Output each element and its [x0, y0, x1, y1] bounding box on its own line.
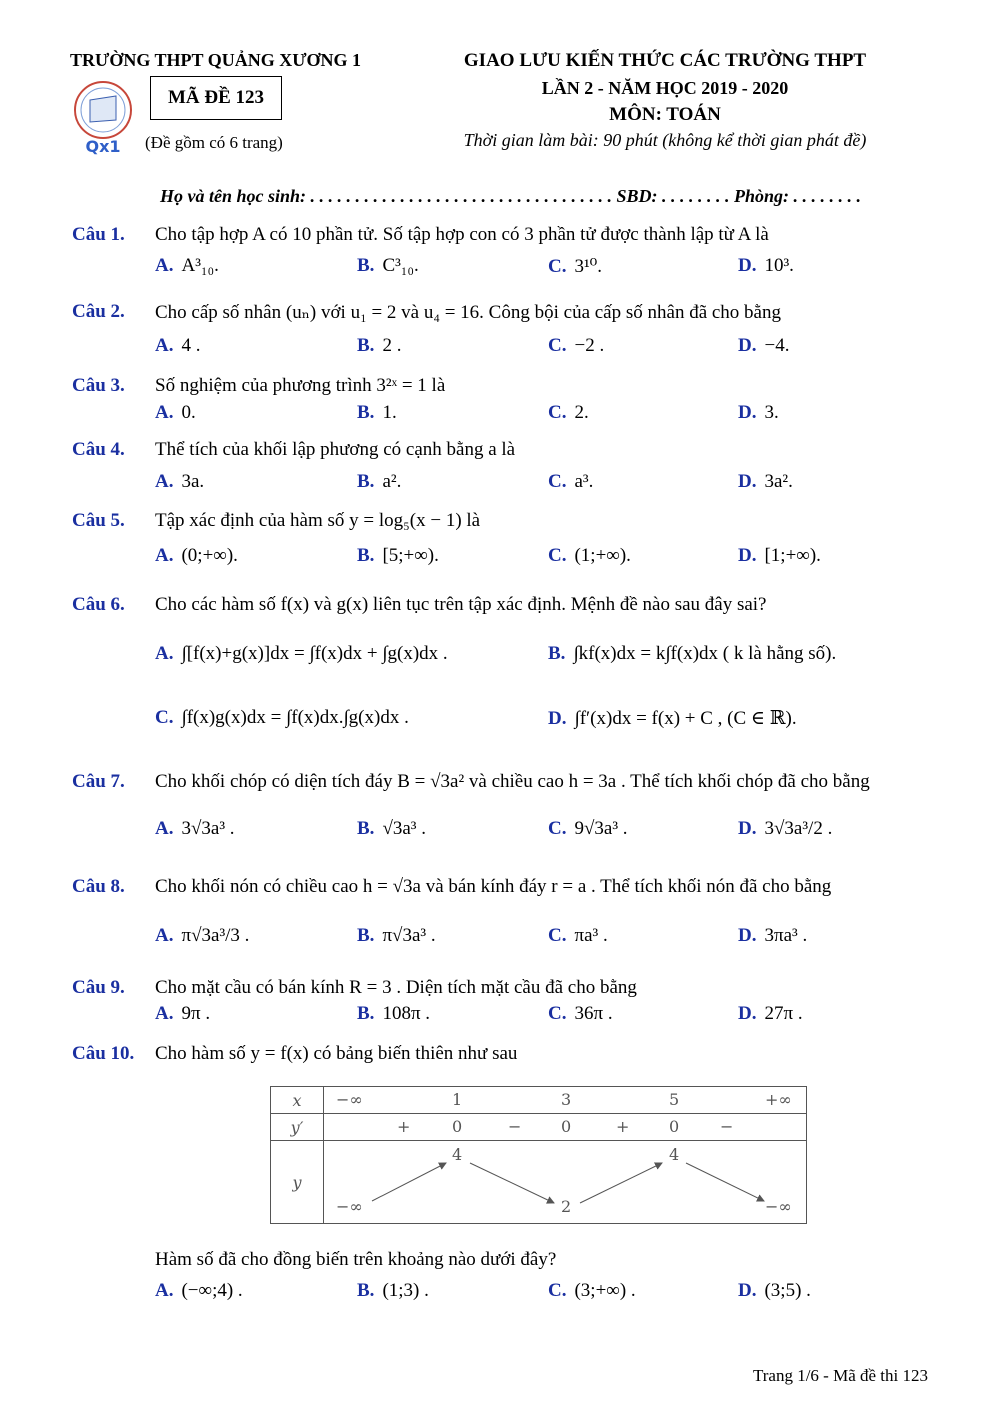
arrow-up	[580, 1163, 662, 1203]
option-d[interactable]: D. 27π .	[738, 1003, 803, 1024]
option-c[interactable]: C. −2 .	[548, 335, 605, 356]
sign: 0	[452, 1117, 463, 1136]
sign-row	[324, 1114, 807, 1141]
sign: 0	[561, 1117, 572, 1136]
x-value: 3	[561, 1090, 572, 1109]
exam-round: LẦN 2 - NĂM HỌC 2019 - 2020	[541, 78, 789, 98]
option-d[interactable]: D. (3;5) .	[738, 1280, 811, 1301]
option-a[interactable]: A. (0;+∞).	[155, 545, 238, 566]
question-label: Câu 3.	[72, 375, 125, 396]
sign: 0	[669, 1117, 680, 1136]
option-c[interactable]: C. πa³ .	[548, 925, 608, 946]
dy-label: y′	[271, 1114, 324, 1141]
option-d[interactable]: D. 3πa³ .	[738, 925, 808, 946]
logo-text: Qx1	[85, 137, 121, 156]
option-a[interactable]: A. 9π .	[155, 1003, 211, 1024]
y-value: 4	[669, 1145, 680, 1164]
question-text: Cho các hàm số f(x) và g(x) liên tục trên tập xác định. Mệnh đề nào sau đây sai?	[155, 594, 767, 615]
x-value: −∞	[336, 1090, 363, 1109]
question-label: Câu 4.	[72, 439, 125, 460]
question-label: Câu 2.	[72, 301, 125, 322]
option-b[interactable]: B. 1.	[357, 402, 397, 423]
exam-time: Thời gian làm bài: 90 phút (không kể thời gian phát đề)	[463, 130, 867, 150]
arrow-down	[686, 1163, 764, 1201]
y-value: 4	[452, 1145, 463, 1164]
option-c[interactable]: C. 36π .	[548, 1003, 613, 1024]
question-text: Thể tích của khối lập phương có cạnh bằng a là	[155, 439, 516, 460]
x-value: +∞	[765, 1090, 792, 1109]
arrow-down	[470, 1163, 554, 1203]
option-c[interactable]: C. (1;+∞).	[548, 545, 631, 566]
option-b[interactable]: B. C³₁₀.	[357, 255, 419, 276]
option-d[interactable]: D. [1;+∞).	[738, 545, 821, 566]
option-d[interactable]: D. −4.	[738, 335, 790, 356]
y-value: −∞	[765, 1197, 792, 1216]
arrow-up	[372, 1163, 446, 1201]
option-b[interactable]: B. π√3a³ .	[357, 925, 436, 946]
question-text: Cho hàm số y = f(x) có bảng biến thiên như sau	[155, 1043, 518, 1064]
option-a[interactable]: A. 3√3a³ .	[155, 818, 235, 839]
y-row	[324, 1141, 807, 1224]
question-label: Câu 6.	[72, 594, 125, 615]
variation-arrows	[324, 1141, 809, 1224]
option-c[interactable]: C. (3;+∞) .	[548, 1280, 636, 1301]
x-value: 1	[452, 1090, 463, 1109]
x-row	[324, 1087, 807, 1114]
option-a[interactable]: A. 3a.	[155, 471, 205, 492]
exam-code-box	[150, 76, 282, 120]
x-value: 5	[669, 1090, 680, 1109]
sign: +	[397, 1117, 411, 1136]
x-label: x	[271, 1087, 324, 1114]
y-value: 2	[561, 1197, 572, 1216]
option-a[interactable]: A. 0.	[155, 402, 196, 423]
option-d[interactable]: D. ∫f′(x)dx = f(x) + C , (C ∈ ℝ).	[548, 708, 797, 729]
sign: −	[508, 1117, 522, 1136]
question-text: Cho khối nón có chiều cao h = √3a và bán kính đáy r = a . Thể tích khối nón đã cho bằng	[155, 876, 832, 897]
student-info-line: Họ và tên học sinh: . . . . . . . . . . . . . . . . . . . . . . . . . . . . . . . . . . SBD: . . . . . . . . Phòng: . . . . . . . .	[160, 186, 862, 206]
question-text: Số nghiệm của phương trình 3²ˣ = 1 là	[155, 375, 446, 396]
option-b[interactable]: B. √3a³ .	[357, 818, 426, 839]
y-value: −∞	[336, 1197, 363, 1216]
option-c[interactable]: C. 3¹⁰.	[548, 256, 603, 277]
school-logo	[68, 78, 138, 158]
question-label: Câu 5.	[72, 510, 125, 531]
option-d[interactable]: D. 10³.	[738, 255, 794, 276]
exam-title: GIAO LƯU KIẾN THỨC CÁC TRƯỜNG THPT	[463, 50, 867, 71]
exam-code: MÃ ĐỀ 123	[167, 87, 265, 108]
option-a[interactable]: A. (−∞;4) .	[155, 1280, 243, 1301]
option-b[interactable]: B. 2 .	[357, 335, 402, 356]
option-d[interactable]: D. 3.	[738, 402, 779, 423]
option-b[interactable]: B. a².	[357, 471, 402, 492]
option-b[interactable]: B. [5;+∞).	[357, 545, 439, 566]
option-a[interactable]: A. π√3a³/3 .	[155, 925, 250, 946]
question-label: Câu 1.	[72, 224, 125, 245]
question-label: Câu 10.	[72, 1043, 135, 1064]
option-c[interactable]: C. 9√3a³ .	[548, 818, 628, 839]
question-label: Câu 9.	[72, 977, 125, 998]
question-text: Cho khối chóp có diện tích đáy B = √3a² và chiều cao h = 3a . Thể tích khối chóp đã cho bằng	[155, 771, 870, 792]
option-b[interactable]: B. 108π .	[357, 1003, 431, 1024]
question-subtext: Hàm số đã cho đồng biến trên khoảng nào dưới đây?	[155, 1249, 557, 1270]
variation-table	[270, 1086, 807, 1224]
sign: +	[616, 1117, 630, 1136]
question-text: Cho tập hợp A có 10 phần tử. Số tập hợp con có 3 phần tử được thành lập từ A là	[155, 224, 769, 245]
page-footer: Trang 1/6 - Mã đề thi 123	[752, 1366, 928, 1385]
question-label: Câu 8.	[72, 876, 125, 897]
school-name: TRƯỜNG THPT QUẢNG XƯƠNG 1	[70, 50, 362, 70]
question-text: Cho cấp số nhân (uₙ) với u₁ = 2 và u₄ = 16. Công bội của cấp số nhân đã cho bằng	[155, 302, 781, 323]
option-a[interactable]: A. A³₁₀.	[155, 255, 219, 276]
question-text: Tập xác định của hàm số y = log₅(x − 1) là	[155, 510, 481, 531]
pages-note: (Đề gồm có 6 trang)	[145, 133, 283, 152]
sign: −	[720, 1117, 734, 1136]
option-c[interactable]: C. 2.	[548, 402, 589, 423]
option-a[interactable]: A. ∫[f(x)+g(x)]dx = ∫f(x)dx + ∫g(x)dx .	[155, 643, 448, 664]
question-label: Câu 7.	[72, 771, 125, 792]
exam-subject: MÔN: TOÁN	[609, 104, 721, 125]
option-d[interactable]: D. 3√3a³/2 .	[738, 818, 833, 839]
option-b[interactable]: B. (1;3) .	[357, 1280, 429, 1301]
option-a[interactable]: A. 4 .	[155, 335, 201, 356]
question-text: Cho mặt cầu có bán kính R = 3 . Diện tích mặt cầu đã cho bằng	[155, 977, 637, 998]
option-b[interactable]: B. ∫kf(x)dx = k∫f(x)dx ( k là hằng số).	[548, 643, 837, 664]
option-d[interactable]: D. 3a².	[738, 471, 793, 492]
option-c[interactable]: C. ∫f(x)g(x)dx = ∫f(x)dx.∫g(x)dx .	[155, 707, 409, 728]
y-label: y	[271, 1141, 324, 1224]
option-c[interactable]: C. a³.	[548, 471, 594, 492]
